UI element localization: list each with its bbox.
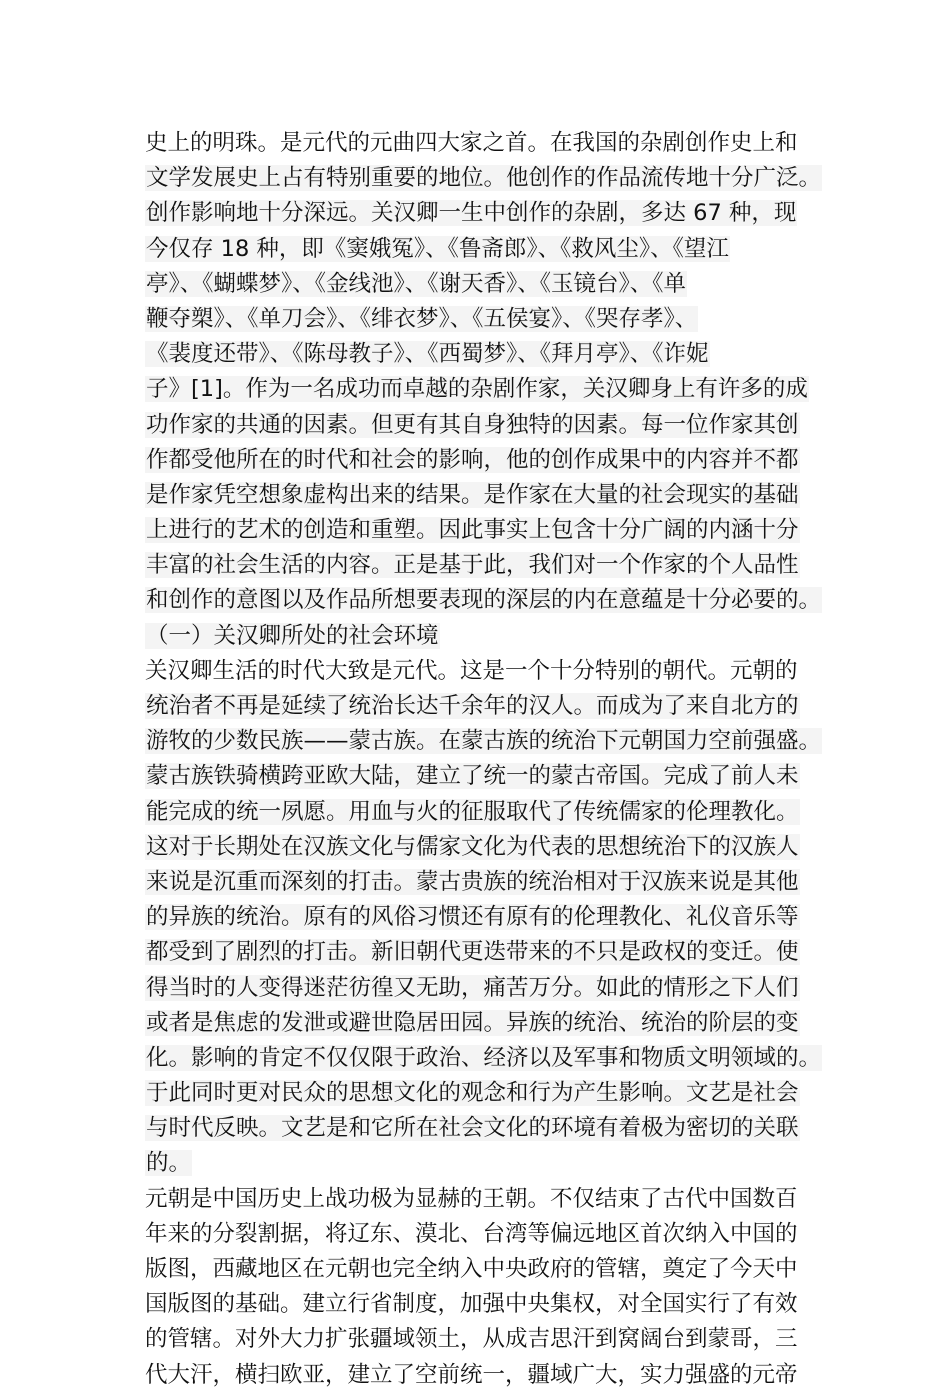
text-line-content: 和创作的意图以及作品所想要表现的深层的内在意蕴是十分必要的。 [146,587,822,614]
text-line-content: （一）关汉卿所处的社会环境 [146,622,439,649]
text-line [145,267,825,302]
text-line [145,1006,825,1041]
text-line [145,900,825,935]
text-line [145,161,825,196]
text-line [145,372,825,407]
text-line [145,232,825,267]
text-line-content: 的。 [146,1150,192,1177]
text-line-content: 于此同时更对民众的思想文化的观念和行为产生影响。文艺是社会 [146,1080,799,1107]
text-line-content: 鞭夺槊》、《单刀会》、《绯衣梦》、《五侯宴》、《哭存孝》、 [146,305,698,332]
text-line-content: 统治者不再是延续了统治长达千余年的汉人。而成为了来自北方的 [146,693,799,719]
text-line [145,408,825,443]
text-line-content: 功作家的共通的因素。但更有其自身独特的因素。每一位作家其创 [146,411,799,438]
text-line [145,548,825,583]
text-line-content: 蒙古族铁骑横跨亚欧大陆，建立了统一的蒙古帝国。完成了前人未 [146,763,799,790]
text-line [145,759,825,794]
text-line [145,865,825,900]
text-line-content: 文学发展史上占有特别重要的地位。他创作的作品流传地十分广泛。 [146,165,822,192]
text-line [145,1358,825,1393]
text-line [145,478,825,513]
text-line [145,724,825,759]
text-line-content: 游牧的少数民族——蒙古族。在蒙古族的统治下元朝国力空前强盛。 [146,728,822,755]
text-line-content: 的管辖。对外大力扩张疆域领土，从成吉思汗到窝阔台到蒙哥，三 [145,1326,798,1353]
text-line [145,1182,825,1217]
text-line-content: 史上的明珠。是元代的元曲四大家之首。在我国的杂剧创作史上和 [145,130,798,156]
text-line [145,1146,825,1181]
text-line [145,513,825,548]
text-line-content: 代大汗，横扫欧亚，建立了空前统一，疆域广大，实力强盛的元帝 [145,1361,798,1388]
text-line-content: 创作影响地十分深远。关汉卿一生中创作的杂剧，多达 67 种，现 [146,200,797,227]
text-line-content: 化。影响的肯定不仅仅限于政治、经济以及军事和物质文明领域的。 [146,1044,822,1071]
text-line [145,302,825,337]
text-line-content: 是作家凭空想象虚构出来的结果。是作家在大量的社会现实的基础 [146,481,799,508]
text-line [145,1287,825,1322]
text-line-content: 上进行的艺术的创造和重塑。因此事实上包含十分广阔的内涵十分 [146,517,799,544]
text-line-content: 元朝是中国历史上战功极为显赫的王朝。不仅结束了古代中国数百 [145,1185,798,1212]
text-line [145,654,825,689]
text-line [145,1322,825,1357]
text-line-content: 亭》、《蝴蝶梦》、《金线池》、《谢天香》、《玉镜台》、《单 [146,270,687,297]
text-line [145,830,825,865]
text-line [145,935,825,970]
text-line [145,1041,825,1076]
text-line [145,337,825,372]
text-line-content: 的异族的统治。原有的风俗习惯还有原有的伦理教化、礼仪音乐等 [146,904,799,931]
text-line-content: 这对于长期处在汉族文化与儒家文化为代表的思想统治下的汉族人 [146,833,799,860]
text-line-content: 国版图的基础。建立行省制度，加强中央集权，对全国实行了有效 [145,1291,798,1318]
text-line-content: 年来的分裂割据，将辽东、漠北、台湾等偏远地区首次纳入中国的 [145,1220,798,1247]
text-line [145,1111,825,1146]
text-line-content: 与时代反映。文艺是和它所在社会文化的环境有着极为密切的关联 [146,1115,799,1142]
text-line-content: 能完成的统一夙愿。用血与火的征服取代了传统儒家的伦理教化。 [146,798,799,825]
text-line [145,1217,825,1252]
text-line [145,583,825,618]
text-line [145,196,825,231]
text-line [145,1252,825,1287]
text-line [145,443,825,478]
text-line [145,1076,825,1111]
text-line [145,795,825,830]
text-line-content: 都受到了剧烈的打击。新旧朝代更迭带来的不只是政权的变迁。使 [146,939,799,966]
text-line-content: 丰富的社会生活的内容。正是基于此，我们对一个作家的个人品性 [146,552,799,579]
text-line-content: 作都受他所在的时代和社会的影响，他的创作成果中的内容并不都 [146,446,799,473]
text-line-content: 版图，西藏地区在元朝也完全纳入中央政府的管辖，奠定了今天中 [145,1256,798,1282]
text-line [145,971,825,1006]
text-line-content: 子》[1]。作为一名成功而卓越的杂剧作家，关汉卿身上有许多的成 [146,376,808,403]
text-line [145,619,825,654]
text-line-content: 或者是焦虑的发泄或避世隐居田园。异族的统治、统治的阶层的变 [146,1009,799,1036]
text-line-content: 关汉卿生活的时代大致是元代。这是一个十分特别的朝代。元朝的 [145,657,798,684]
text-line-content: 得当时的人变得迷茫彷徨又无助，痛苦万分。如此的情形之下人们 [146,974,799,1001]
text-line-content: 《裴度还带》、《陈母教子》、《西蜀梦》、《拜月亭》、《诈妮 [146,341,709,368]
text-line [145,126,825,161]
text-line-content: 来说是沉重而深刻的打击。蒙古贵族的统治相对于汉族来说是其他 [146,868,799,895]
text-line-content: 今仅存 18 种，即《窦娥冤》、《鲁斋郎》、《救风尘》、《望江 [146,235,729,262]
text-line [145,689,825,724]
body-text [145,126,825,1393]
